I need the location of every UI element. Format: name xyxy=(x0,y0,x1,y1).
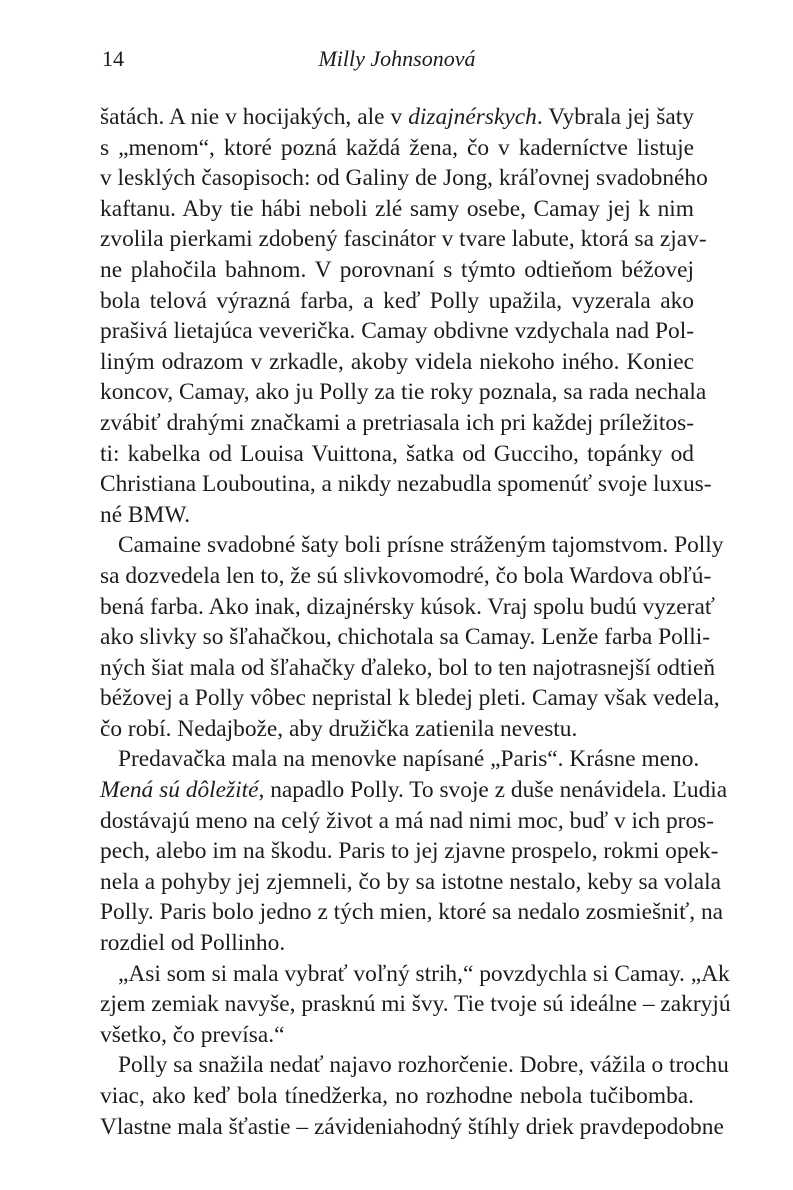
text-run: koncov, Camay, ako ju Polly za tie roky poznala, sa rada nechala xyxy=(100,379,707,406)
paragraph xyxy=(100,102,712,530)
text-line xyxy=(118,530,724,561)
text-run: . Vybrala jej šaty xyxy=(536,104,694,130)
text-run: Christiana Louboutina, a nikdy nezabudla spomenúť svoje luxus- xyxy=(100,471,712,498)
text-run: napadlo Polly. To svoje z duše nenávidela. Ľudia xyxy=(264,777,728,804)
text-run: bola telová výrazná farba, a keď Polly upažila, vyzerala ako xyxy=(100,287,694,314)
page-number: 14 xyxy=(102,46,124,71)
text-run: ných šiat mala od šľahačky ďaleko, bol to ten najotrasnejší odtieň xyxy=(100,654,716,681)
text-line xyxy=(100,439,694,470)
text-run: všetko, čo prevísa.“ xyxy=(100,1021,285,1048)
text-line xyxy=(100,561,712,592)
italic-run: dizajnérskych xyxy=(408,104,537,130)
text-run: rozdiel od Pollinho. xyxy=(100,930,286,957)
body-text xyxy=(100,102,731,1142)
text-line xyxy=(100,194,694,225)
text-run: Polly. Paris bolo jedno z tých mien, ktoré sa nedalo zosmiešniť, na xyxy=(100,899,724,926)
text-run: prašivá lietajúca veverička. Camay obdivne vzdychala nad Pol- xyxy=(100,318,694,345)
text-line xyxy=(118,959,730,990)
paragraph xyxy=(100,530,724,744)
text-line xyxy=(100,469,712,500)
text-run: ti: kabelka od Louisa Vuittona, šatka od Gucciho, topánky od xyxy=(100,440,694,467)
text-line xyxy=(100,377,707,408)
text-run: šatách. A nie v hocijakých, ale v xyxy=(100,104,409,130)
text-run: liným odrazom v zrkadle, akoby videla niekoho iného. Koniec xyxy=(100,348,694,375)
text-line xyxy=(100,316,694,347)
text-line xyxy=(118,1050,729,1081)
text-line xyxy=(100,714,694,745)
text-run: pech, alebo im na škodu. Paris to jej zjavne prospelo, rokmi opek- xyxy=(100,838,719,865)
text-run: dostávajú meno na celý život a má nad nimi moc, buď v ich pros- xyxy=(100,807,715,834)
text-line xyxy=(100,867,721,898)
text-line xyxy=(100,133,694,164)
text-run: viac, ako keď bola tínedžerka, no rozhodne nebola tučibomba. xyxy=(100,1083,694,1109)
text-run: ne plahočila bahnom. V porovnaní s týmto odtieňom béžovej xyxy=(100,256,694,283)
text-run: nela a pohyby jej zjemneli, čo by sa istotne nestalo, keby sa volala xyxy=(100,868,721,895)
text-line xyxy=(100,286,694,317)
running-title: Milly Johnsonová xyxy=(318,46,476,71)
text-line xyxy=(100,1112,724,1143)
text-line xyxy=(100,683,720,714)
text-line xyxy=(100,500,694,531)
text-line xyxy=(100,102,694,133)
text-run: čo robí. Nedajbože, aby družička zatienila nevestu. xyxy=(100,715,578,742)
text-run: Camaine svadobné šaty boli prísne stráženým tajomstvom. Polly xyxy=(118,532,724,559)
text-line xyxy=(100,836,719,867)
text-line xyxy=(100,224,707,255)
text-run: béžovej a Polly vôbec nepristal k bledej pleti. Camay však vedela, xyxy=(100,685,720,712)
text-line xyxy=(100,928,694,959)
text-line xyxy=(100,347,694,378)
paragraph xyxy=(100,744,728,958)
text-run: v lesklých časopisoch: od Galiny de Jong, kráľovnej svadobného xyxy=(100,165,708,192)
paragraph xyxy=(100,1050,729,1142)
text-run: Polly sa snažila nedať najavo rozhorčenie. Dobre, vážila o trochu xyxy=(118,1052,729,1079)
text-run: sa dozvedela len to, že sú slivkovomodré, čo bola Wardova obľú- xyxy=(100,562,712,589)
text-line xyxy=(100,163,708,194)
text-run: „Asi som si mala vybrať voľný strih,“ povzdychla si Camay. „Ak xyxy=(118,960,730,987)
text-run: s „menom“, ktoré pozná každá žena, čo v kaderníctve listuje xyxy=(100,134,694,161)
text-line xyxy=(100,592,715,623)
text-line xyxy=(100,1020,694,1051)
text-run: Vlastne mala šťastie – závideniahodný štíhly driek pravdepodobne xyxy=(100,1113,724,1140)
text-run: ako slivky so šľahačkou, chichotala sa Camay. Lenže farba Polli- xyxy=(100,624,711,651)
text-run: zvábiť drahými značkami a pretriasala ich pri každej príležitos- xyxy=(100,409,694,436)
text-run: zjem zemiak navyše, prasknú mi švy. Tie tvoje sú ideálne – zakryjú xyxy=(100,991,731,1018)
text-line xyxy=(100,255,694,286)
text-line xyxy=(100,653,716,684)
running-head xyxy=(102,46,692,76)
text-line xyxy=(100,622,711,653)
text-line xyxy=(100,989,731,1020)
text-run: bená farba. Ako inak, dizajnérsky kúsok. Vraj spolu budú vyzerať xyxy=(100,593,715,620)
italic-run: Mená sú dôležité, xyxy=(100,777,265,804)
text-run: kaftanu. Aby tie hábi neboli zlé samy osebe, Camay jej k nim xyxy=(100,195,694,222)
text-run: zvolila pierkami zdobený fascinátor v tvare labute, ktorá sa zjav- xyxy=(100,226,707,253)
text-line xyxy=(100,897,724,928)
text-line xyxy=(100,1081,694,1112)
text-run: Predavačka mala na menovke napísané „Paris“. Krásne meno. xyxy=(118,746,700,773)
text-run: né BMW. xyxy=(100,501,191,528)
text-line xyxy=(100,408,694,439)
text-line xyxy=(118,744,700,775)
text-line xyxy=(100,806,715,837)
paragraph xyxy=(100,959,731,1051)
text-line xyxy=(100,775,728,806)
